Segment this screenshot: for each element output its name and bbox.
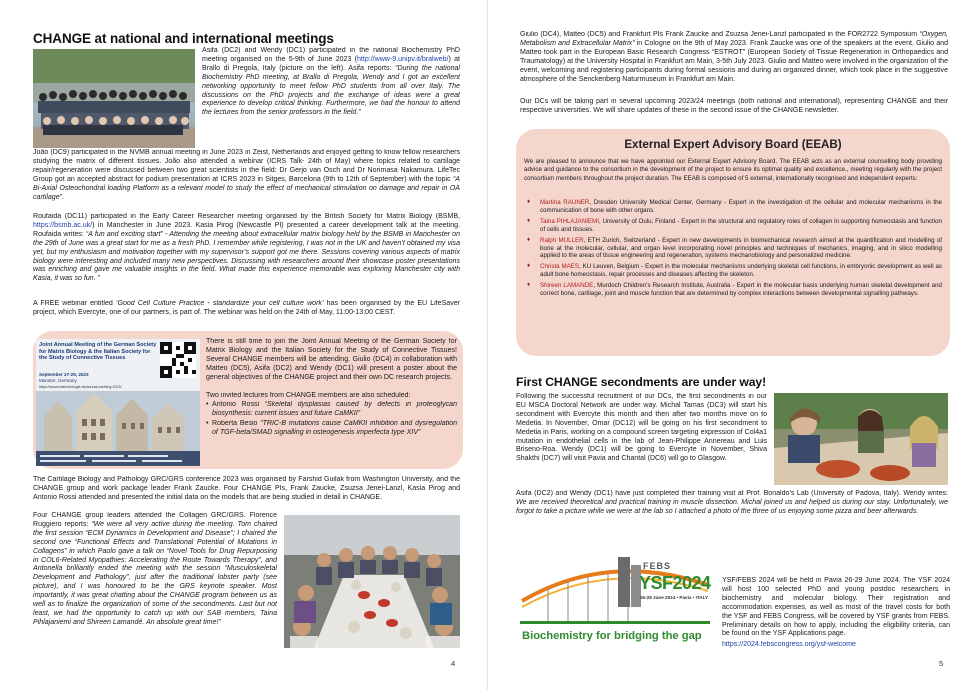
lecture-item-besio: • Roberta Besio “TRIC-B mutations cause CaMKII inhibition and dysregulation of TGF-beta/SMAD signalling in osteogenesis imperfecta type XIV” bbox=[206, 420, 457, 436]
eeab-member-name: Christa MAES bbox=[540, 263, 580, 271]
bsmb-paragraph: Roufaida (DC11) participated in the Early Career Researcher meeting organised by the British Society for Matrix Biology (BSMB, https://bsmb.ac.uk/) in Manchester in June 2023. Kasia Pirog (Newcastle PI) presented a career development talk at the meeting. Roufaida writes: “A fun and exciting start” - Attending the meeting about extracellular matrix biology held by the BSMB in Manchester on the 29th of June was a great start for me as a fresh PhD. I remember while registering, I was not in the UK and haven’t obtained my visa yet, but my enthusiasm and motivation together with my supervisor’s support got me there. Sessions covering various aspects of matrix biology were interesting and included many new perspectives. Discussing with researchers around their showcase poster presentations was enriching and gave me valuable insights in the field. What made this experience memorable was exploring Manchester city with Kasia, it was so fun. ” bbox=[33, 213, 460, 283]
eeab-box bbox=[516, 129, 950, 356]
eeab-member-name: Ralph MULLER bbox=[540, 236, 584, 244]
webinar-paragraph: A FREE webinar entitled ‘Good Cell Culture Practice - standardize your cell culture work’ has been organised by the EU LifeSaver project, which Evercyte, one of our partners, is part of. The webinar was held on the 24th of May, 11:00-13:00 CEST. bbox=[33, 300, 460, 316]
pizza-selfie-photo bbox=[774, 393, 948, 485]
joint-meeting-poster bbox=[36, 339, 200, 466]
lobster-party-photo bbox=[284, 515, 460, 648]
for2722-paragraph: Giulio (DC4), Matteo (DC5) and Frankfurt PIs Frank Zaucke and Zsuzsa Jenei-Lanzl participated in the FOR2722 Symposium “Oxygen, Metabolism and Extracellular Matrix” in Cologne on the 9th of May 2023. Frank Zaucke was one of the speakers at the event. Giulio and Matteo took part in the European Basic Research Congress “ESTROT” (European Society of Tissue Regeneration in Orthopaedics and Traumatology) at the University Hospital in Frankfurt am Main, 3-5th July 2023. Giulio and Matteo were involved in the organization of the event, welcoming and registering participants during formal sessions and during an organized dinner, which took place in the suggestive atmosphere of the Senckenberg Naturmuseum in Frankfurt am Main. bbox=[520, 31, 948, 83]
logo-febs-text: FEBS bbox=[643, 561, 672, 571]
diamond-bullet-icon: ♦ bbox=[527, 199, 531, 205]
poster-date: September 27-29, 2023 bbox=[39, 372, 89, 377]
eeab-members bbox=[524, 199, 942, 298]
logo-dates: 26-28 June 2024 • Pavia • ITALY bbox=[640, 595, 709, 600]
eeab-member-description: , KU Leuven, Belgium - Expert in the molecular mechanisms underlying skeletal cell functions, in embryonic development as well as adult bone homeostasis, repair processes and diseases affecting the skeleton. bbox=[540, 263, 942, 279]
bullet-icon: • bbox=[206, 420, 209, 427]
lecture-item-rossi: • Antonio Rossi “Skeletal dysplasias caused by defects in proteoglycan biosynthesis: current issues and future CaMKII” bbox=[206, 401, 457, 417]
poster-townhall-image bbox=[36, 391, 200, 466]
collagen-grc-paragraph: Four CHANGE group leaders attended the Collagen GRC/GRS. Florence Ruggiero reports: “We were all very active during the meeting. Tom chaired the first session “ECM Dynamics in Development and Disease”; I chaired the second one “Functional Effects and Translational Potential of Mutations in Collagens” in which Paolo gave a talk on “Novel Tools for Drug Repurposing in COL6-Related Myopathies: Accelerating the Route Towards Therapy”, and Antonella brilliantly ended the meeting with the session “Musculoskeletal Development and Pathology”, just after the traditional lobster party (see picture), and I was honoured to be the GRS keynote speaker. Most importantly, it was great chatting about the CHANGE program between us as well as to finalize the organization of some of the secondments. Last but not least, we had the opportunity to catch up with our SAB members, Taina Pihlajaniemi and Shireen Lamandé. An absolute great time!” bbox=[33, 512, 277, 626]
ysf-febs-logo bbox=[518, 555, 714, 648]
eeab-member-description: , ETH Zurich, Switzerland - Expert in new developments in biomechanical research aimed at the quantification and modelling of bone at the molecular, cellular, and organ level incorporating novel principles and techniques of mechanics, imaging, and in silico modelling applied to the areas of tissue engineering and regeneration, systems mechanobiology and personalized medicine. bbox=[540, 236, 942, 260]
diamond-bullet-icon: ♦ bbox=[527, 217, 531, 224]
padova-visit-paragraph: Asifa (DC2) and Wendy (DC1) have just completed their training visit at Prof. Bonaldo’s Lab (University of Padova, Italy). Wendy writes: We are received theoretical and practical training in muscle dissection. Michal joined us and helped us during our stay. Unfortunately, we forgot to take a picture while we were at the lab so I attached a photo of the three of us enjoying some pizza and beer afterwards. bbox=[516, 490, 948, 515]
secondments-paragraph: Following the successful recruitment of our DCs, the first secondments in our EU MSCA Doctoral Network are under way. Michal Tamas (DC3) will start his secondment with Evercyte this month and then after two months move on to Medetia. In November, Omar (DC12) will be going on his first secondment to Medetia in Paris, working on a compound screen targeting expression of Col4a1 mutation in endothelial cells in the lab of Jean-Philippe Annereau and Luis Briseno-Roa. Wendy (DC1) will be going to Evercyte in November, Shiva Shakthi (DC7) will visit Pavia and Chantal (DC6) will go to Glasgow. bbox=[516, 393, 767, 463]
poster-title: Joint Annual Meeting of the German Society for Matrix Biology & the Italian Society for the Study of Connective Tissues bbox=[39, 342, 157, 362]
diamond-bullet-icon: ♦ bbox=[527, 236, 531, 243]
qr-code-icon bbox=[160, 342, 196, 378]
eeab-member-list bbox=[524, 196, 942, 298]
eeab-member-name: Shireen LAMANDE bbox=[540, 282, 594, 290]
ysf-paragraph: YSF/FEBS 2024 will be held in Pavia 26-29 June 2024. The YSF 2024 will host 100 selected PhD and young postdoc researchers in biochemistry and molecular biology. Their registration and accommodation expenses, as well as most of the travel costs for both the YSF and FEBS Congress, will be covered by YSF grants from FEBS. Preliminary details on how to apply, including the eligibility criteria, can be found on the YSF Applications page. bbox=[722, 577, 950, 637]
invited-lectures-intro: Two invited lectures from CHANGE members are also scheduled: bbox=[206, 392, 411, 399]
secondments-title: First CHANGE secondments are under way! bbox=[516, 375, 767, 389]
joint-meeting-paragraph: There is still time to join the Joint Annual Meeting of the German Society for Matrix Biology and the Italian Society for the Study of Connective Tissues! Several CHANGE members will be attending. Giulio (DC4) in collaboration with Matteo (DC5), Asifa (DC2) and Wendy (DC1) will present a poster about the general objectives of the CHANGE project and their own DC research projects. bbox=[206, 338, 457, 381]
unipv-link[interactable]: http://www-9.unipv.it/bralweb/ bbox=[356, 55, 449, 63]
eeab-member bbox=[524, 263, 942, 279]
eeab-member-name: Martina RAUNER bbox=[540, 199, 590, 206]
grc-cartilage-paragraph: The Cartilage Biology and Pathology GRC/GRS conference 2023 was organised by Farshid Guilak from Washington University, and the CHANGE group and work package leader Frank Zaucke. Four CHANGE PIs, Frank Zaucke, Zsuzsa Jenei-Lanzl, Kasia Pirog and Antonio Rossi attended and presented the initial data on the models that are being studied in detail in CHANGE. bbox=[33, 476, 460, 501]
page-number-left: 4 bbox=[451, 659, 456, 668]
page-title: CHANGE at national and international meetings bbox=[33, 31, 334, 46]
brallo-paragraph: Asifa (DC2) and Wendy (DC1) participated in the national Biochemistry PhD meeting organised on the 5-9th of June 2023 (http://www-9.unipv.it/bralweb/) at Brallo di Pregola, Italy (picture on the left). Asifa reports: “During the national Biochemistry PhD meeting, at Brallo di Pregola, Wendy and I got an excellent networking opportunity to meet fellow PhD students from all over Italy. The discussions on the PhD projects and the exchange of ideas were a great experience to develop critical thinking. Furthermore, we had the honour to attend the lectures from the senior professors in the field.” bbox=[202, 47, 460, 117]
right-page bbox=[488, 0, 976, 690]
nvmb-paragraph: João (DC9) participated in the NVMB annual meeting in June 2023 in Zeist, Netherlands and enjoyed getting to know fellow researchers studying the matrix of different tissues. João also attended a webinar (ICRS Talk- 24th of May) where topics related to cartilage repair/regeneration were discussed between two great scientists in the field: Dr Gerjo van Osch and Dr Norimasa Nakamura. LifeTec Group got an accepted abstract for podium presentation at ICRS 2023 in Sitges, Barcelona (9th to 12th of September) with the topic “A Bi-Axial Osteochondral loading Platform as a relevant model to study the effect of mechanical stimulation on damage and repair in OA cartilage”. bbox=[33, 149, 460, 201]
eeab-member-description: , University of Oulu, Finland - Expert in the structural and regulatory roles of collagen in supporting homeostasis and function of cells and tissues. bbox=[540, 217, 942, 233]
poster-url: https://www.matrixbiologie.de/annual-meeting-2023/ bbox=[39, 385, 122, 389]
diamond-bullet-icon: ♦ bbox=[527, 263, 531, 270]
eeab-member bbox=[524, 237, 942, 261]
group-photo-brallo bbox=[33, 49, 195, 148]
ysf-link[interactable]: https://2024.febscongress.org/ysf-welcome bbox=[722, 641, 856, 648]
eeab-member-description: , Dresden University Medical Center, Germany - Expert in the investigation of the cellular and molecular mechanisms in the communication of bone with other organs. bbox=[540, 199, 942, 214]
eeab-title: External Expert Advisory Board (EEAB) bbox=[624, 138, 842, 151]
eeab-intro: We are pleased to announce that we have appointed our External Expert Advisory Board. The EEAB acts as an external counselling body providing advice and guidance to the consortium in the development of the project to ensure its optimal quality and excellence., meeting regularly with the project consortium members throughout the project duration. The EEAB is composed of 5 external, internationally recognised and independent experts: bbox=[524, 158, 942, 182]
eeab-member bbox=[524, 282, 942, 298]
bsmb-link[interactable]: https://bsmb.ac.uk/ bbox=[33, 221, 93, 229]
bullet-icon: • bbox=[206, 401, 209, 408]
upcoming-meetings-paragraph: Our DCs will be taking part in several upcoming 2023/24 meetings (both national and international), representing CHANGE and their respective universities. We will share updates of these in the second issue of the CHANGE newsletter. bbox=[520, 98, 948, 114]
poster-city: Münster, Germany bbox=[39, 378, 77, 383]
diamond-bullet-icon: ♦ bbox=[527, 282, 531, 289]
eeab-member-name: Taina PIHLAJANIEMI bbox=[540, 217, 599, 225]
logo-ysf-text: YSF2024 bbox=[639, 573, 711, 593]
eeab-member bbox=[524, 199, 942, 215]
eeab-member-description: , Murdoch Children’s Research Institute, Australia - Expert in the molecular basis underlying human skeletal development and correct bone, cartilage, joint and muscle function that are determined by complex interactions between developmental signalling pathways. bbox=[540, 282, 942, 298]
logo-slogan: Biochemistry for bridging the gap bbox=[522, 630, 702, 642]
eeab-member bbox=[524, 218, 942, 234]
page-number-right: 5 bbox=[939, 659, 944, 668]
